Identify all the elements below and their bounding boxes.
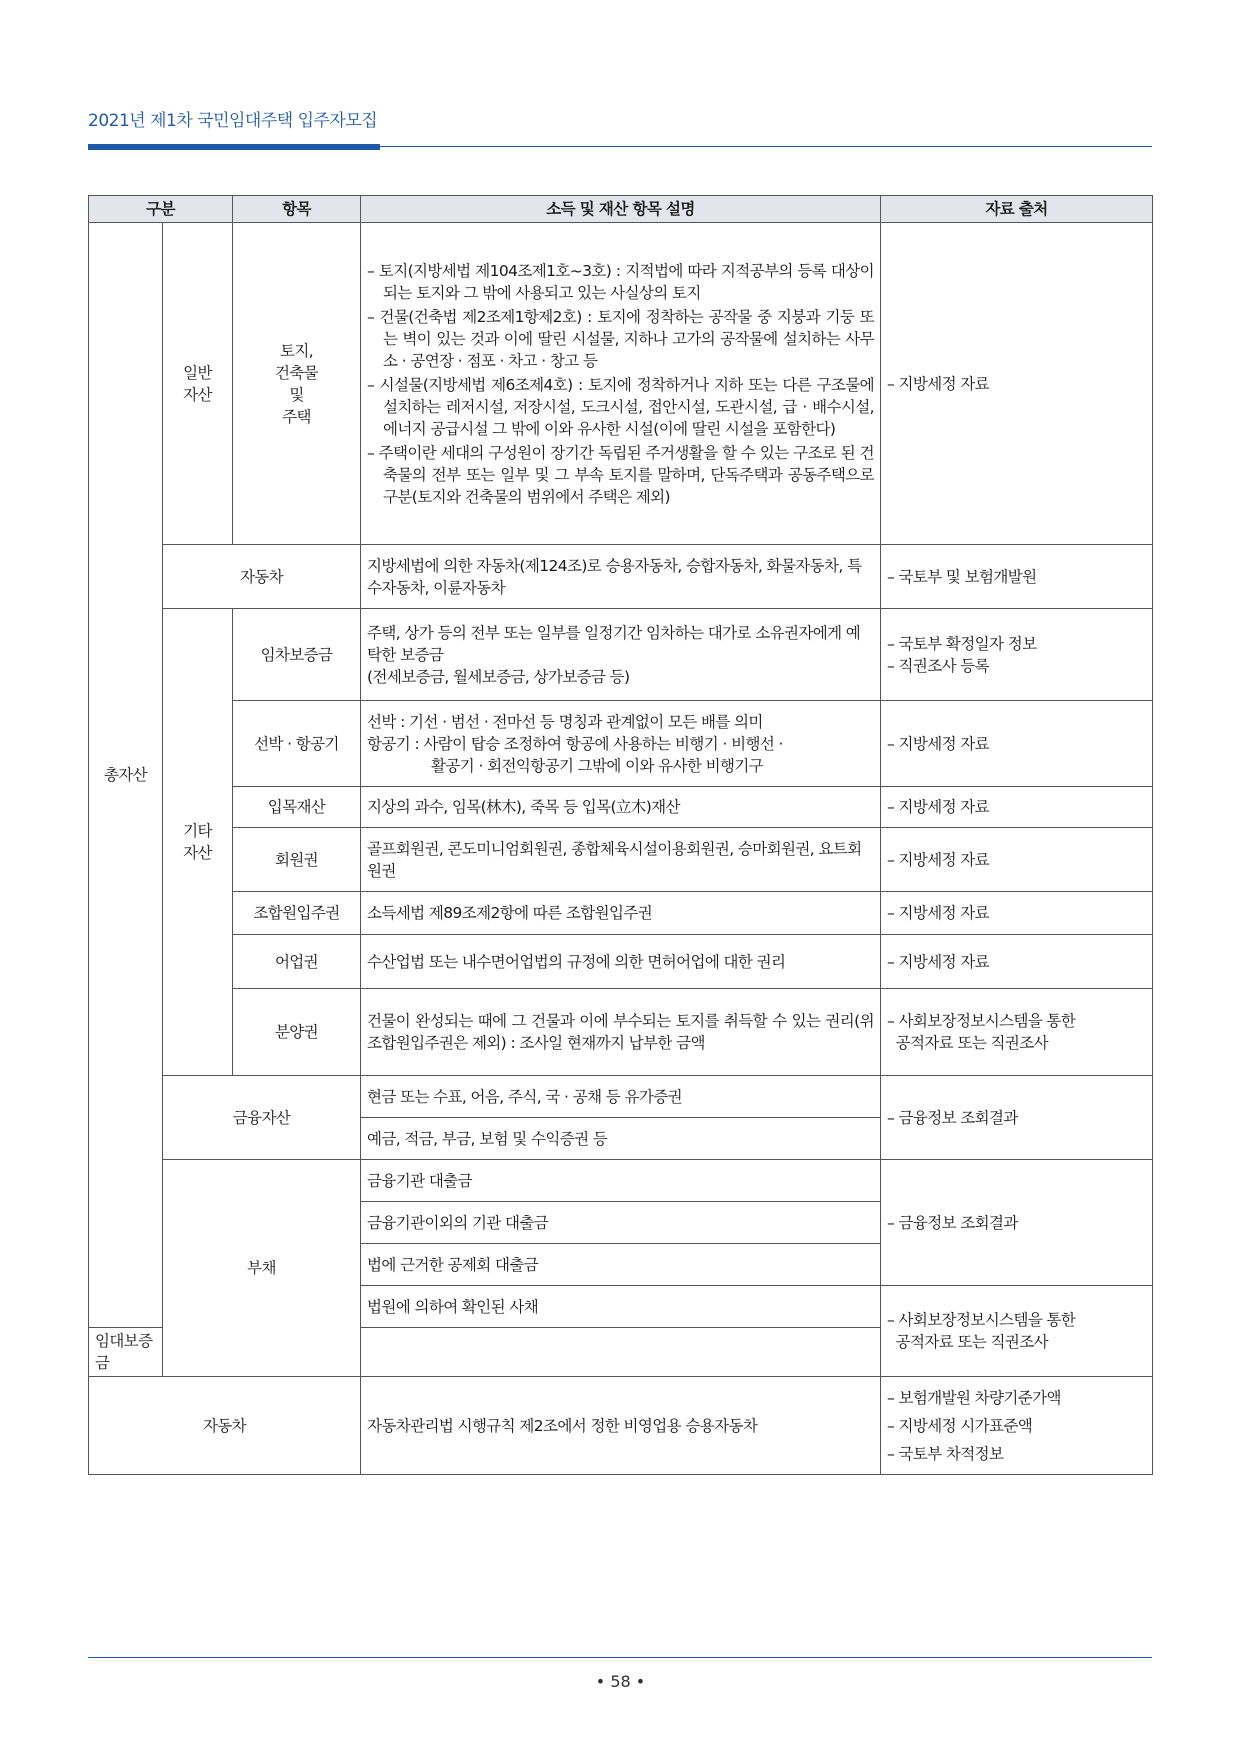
union-ticket-description: 소득세법 제89조제2항에 따른 조합원입주권 [361,892,881,935]
table-row [89,989,1153,1076]
col-header-category: 구분 [89,196,233,223]
deposit-source: – 국토부 확정일자 정보 – 직권조사 등록 [881,609,1153,701]
debt-label: 부채 [163,1160,361,1377]
col-header-description: 소득 및 재산 항목 설명 [361,196,881,223]
page-number: • 58 • [595,1672,646,1691]
desc-ship: 선박 : 기선 · 범선 · 전마선 등 명칭과 관계없이 모든 배를 의미 [367,712,763,731]
financial-assets-label: 금융자산 [163,1076,361,1160]
union-ticket-label: 조합원입주권 [233,892,361,935]
debt-desc-mutual-aid-loan: 법에 근거한 공제회 대출금 [361,1244,881,1286]
standing-timber-source: – 지방세정 자료 [881,787,1153,828]
table-row [89,935,1153,989]
desc-facility: – 시설물(지방세법 제6조제4호) : 토지에 정착하거나 지하 또는 다른 구조물에 설치하는 레저시설, 저장시설, 도크시설, 접안시설, 도관시설, 급 · 배수시설, 에너지 공급시설 그 밖에 이와 유사한 시설(이에 딸린 시설을 포함한다) [367,375,874,438]
debt-source-social-security: – 사회보장정보시스템을 통한 공적자료 또는 직권조사 [881,1286,1153,1377]
membership-description: 골프회원권, 콘도미니엄회원권, 종합체육시설이용회원권, 승마회원권, 요트회원권 [361,828,881,892]
land-building-label: 토지, 건축물 및 주택 [233,223,361,545]
presale-right-description: 건물이 완성되는 때에 그 건물과 이에 부수되는 토지를 취득할 수 있는 권리(위 조합원입주권은 제외) : 조사일 현재까지 납부한 금액 [361,989,881,1076]
ship-aircraft-description [361,701,881,787]
footer-rule [88,1657,1152,1658]
car-source: – 국토부 및 보험개발원 [881,545,1153,609]
standing-timber-label: 입목재산 [233,787,361,828]
table-header-row [89,196,1153,223]
membership-source: – 지방세정 자료 [881,828,1153,892]
land-building-description [361,223,881,545]
debt-desc-lease-deposit: 임대보증금 [89,1328,163,1377]
desc-housing: – 주택이란 세대의 구성원이 장기간 독립된 주거생활을 할 수 있는 구조로 된 건축물의 전부 또는 일부 및 그 부속 토지를 말하며, 단독주택과 공동주택으로 구분(토지와 건축물의 범위에서 주택은 제외) [367,443,874,506]
deposit-description: 주택, 상가 등의 전부 또는 일부를 일정기간 임차하는 대가로 소유권자에게 예탁한 보증금 (전세보증금, 월세보증금, 상가보증금 등) [361,609,881,701]
presale-right-label: 분양권 [233,989,361,1076]
other-assets-label: 기타 자산 [163,609,233,1076]
table-row [89,1076,1153,1118]
vehicle-description: 자동차관리법 시행규칙 제2조에서 정한 비영업용 승용자동차 [361,1377,881,1475]
deposit-label: 임차보증금 [233,609,361,701]
ship-aircraft-source: – 지방세정 자료 [881,701,1153,787]
table-row [89,701,1153,787]
financial-desc-deposits: 예금, 적금, 부금, 보험 및 수익증권 등 [361,1118,881,1160]
desc-building: – 건물(건축법 제2조제1항제2호) : 토지에 정착하는 공작물 중 지붕과 기둥 또는 벽이 있는 것과 이에 딸린 시설물, 지하나 고가의 공작물에 설치하는 사무소 · 공연장 · 점포 · 차고 · 창고 등 [367,307,874,370]
desc-land: – 토지(지방세법 제104조제1호~3호) : 지적법에 따라 지적공부의 등록 대상이 되는 토지와 그 밖에 사용되고 있는 사실상의 토지 [367,261,874,302]
col-header-item: 항목 [233,196,361,223]
financial-desc-securities: 현금 또는 수표, 어음, 주식, 국 · 공채 등 유가증권 [361,1076,881,1118]
header-rule [88,146,1152,147]
table-row [89,1377,1153,1475]
vehicle-source: – 보험개발원 차량기준가액 – 지방세정 시가표준액 – 국토부 차적정보 [881,1377,1153,1475]
car-label: 자동차 [163,545,361,609]
debt-desc-private-loan: 법원에 의하여 확인된 사채 [361,1286,881,1328]
total-assets-label: 총자산 [89,223,163,1328]
header-accent-bar [88,144,380,150]
desc-aircraft-cont: 활공기 · 회전익항공기 그밖에 이와 유사한 비행기구 [431,756,764,775]
table-row [89,828,1153,892]
union-ticket-source: – 지방세정 자료 [881,892,1153,935]
table-row [89,545,1153,609]
fishery-right-label: 어업권 [233,935,361,989]
table-row [89,787,1153,828]
car-description: 지방세법에 의한 자동차(제124조)로 승용자동차, 승합자동차, 화물자동차, 특수자동차, 이륜자동차 [361,545,881,609]
membership-label: 회원권 [233,828,361,892]
income-asset-table [88,195,1153,1475]
general-assets-label: 일반 자산 [163,223,233,545]
table-row [89,892,1153,935]
presale-right-source: – 사회보장정보시스템을 통한 공적자료 또는 직권조사 [881,989,1153,1076]
table-row [89,609,1153,701]
col-header-source: 자료 출처 [881,196,1153,223]
standing-timber-description: 지상의 과수, 임목(林木), 죽목 등 입목(立木)재산 [361,787,881,828]
table-row [89,1160,1153,1202]
fishery-right-source: – 지방세정 자료 [881,935,1153,989]
land-building-source: – 지방세정 자료 [881,223,1153,545]
table-row [89,223,1153,545]
page-header-title: 2021년 제1차 국민임대주택 입주자모집 [88,111,378,131]
debt-desc-bank-loan: 금융기관 대출금 [361,1160,881,1202]
fishery-right-description: 수산업법 또는 내수면어업법의 규정에 의한 면허어업에 대한 권리 [361,935,881,989]
debt-desc-nonbank-loan: 금융기관이외의 기관 대출금 [361,1202,881,1244]
ship-aircraft-label: 선박 · 항공기 [233,701,361,787]
desc-aircraft: 항공기 : 사람이 탑승 조정하여 항공에 사용하는 비행기 · 비행선 · [367,734,783,753]
vehicle-label: 자동차 [89,1377,361,1475]
financial-source: – 금융정보 조회결과 [881,1076,1153,1160]
debt-source-financial: – 금융정보 조회결과 [881,1160,1153,1286]
